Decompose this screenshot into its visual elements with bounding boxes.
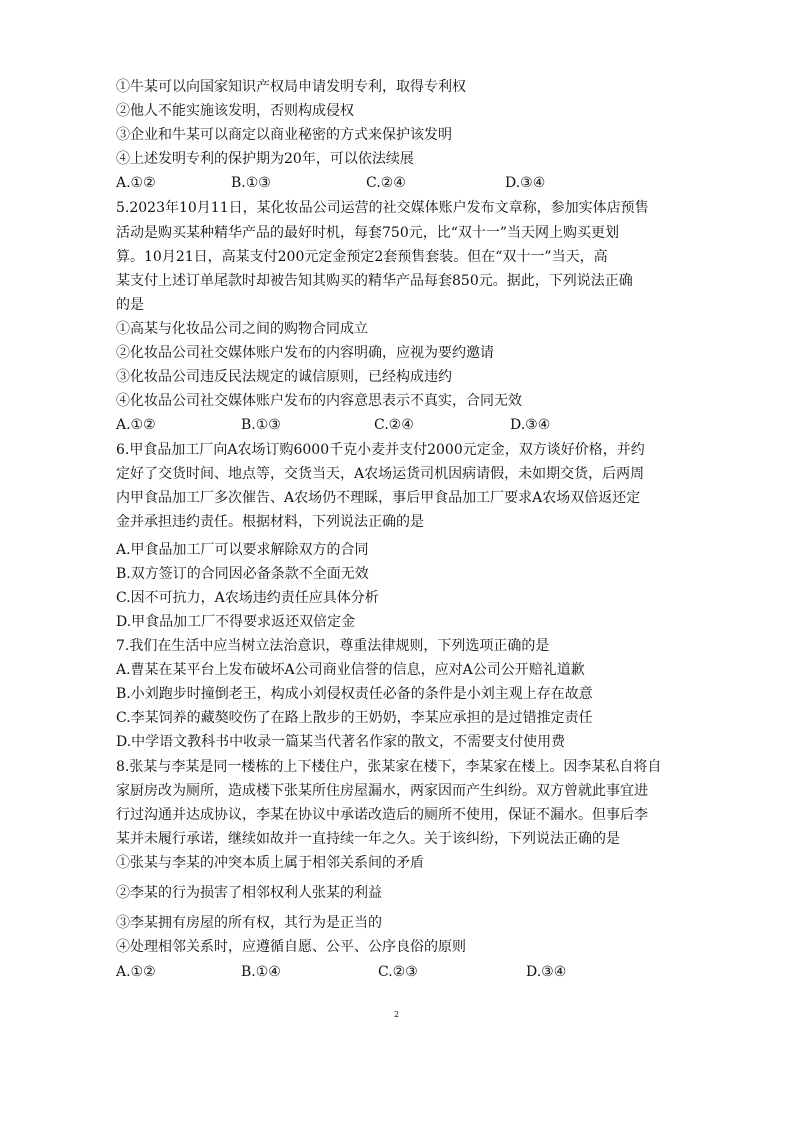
q4-statement-3: ③企业和牛某可以商定以商业秘密的方式来保护该发明: [116, 127, 452, 143]
q5-option-a: A.①②: [116, 417, 156, 433]
q7-choice-c: C.李某饲养的藏獒咬伤了在路上散步的王奶奶，李某应承担的是过错推定责任: [116, 710, 593, 726]
q5-stem-line-3: 算。10月21日，高某支付200元定金预定2套预售套装。但在“双十一”当天，高: [116, 249, 608, 265]
q5-option-b: B.①③: [241, 417, 281, 433]
q4-option-b: B.①③: [231, 175, 271, 191]
q5-statement-3: ③化妆品公司违反民法规定的诚信原则，已经构成违约: [116, 369, 452, 385]
q5-option-c: C.②④: [374, 417, 414, 433]
page-number: 2: [393, 1010, 400, 1019]
q8-option-a: A.①②: [116, 964, 156, 980]
q7-choice-d: D.中学语文教科书中收录一篇某当代著名作家的散文，不需要支付使用费: [116, 734, 566, 750]
q4-statement-2: ②他人不能实施该发明，否则构成侵权: [116, 103, 354, 119]
q8-stem-line-1: 8.张某与李某是同一楼栋的上下楼住户，张某家在楼下，李某家在楼上。因李某私自将自: [116, 759, 662, 775]
q5-stem-line-4: 某支付上述订单尾款时却被告知其购买的精华产品每套850元。据此，下列说法正确: [116, 273, 633, 289]
q5-statement-4: ④化妆品公司社交媒体账户发布的内容意思表示不真实，合同无效: [116, 393, 522, 409]
q8-statement-1: ①张某与李某的冲突本质上属于相邻关系间的矛盾: [116, 855, 424, 871]
q8-stem-line-4: 某并未履行承诺，继续如故并一直持续一年之久。关于该纠纷，下列说法正确的是: [116, 831, 620, 847]
q6-choice-d: D.甲食品加工厂不得要求返还双倍定金: [116, 614, 356, 630]
q5-stem-line-2: 活动是购买某种精华产品的最好时机，每套750元，比“双十一”当天网上购买更划: [116, 225, 620, 241]
q6-stem-line-3: 内甲食品加工厂多次催告、A农场仍不理睬，事后甲食品加工厂要求A农场双倍返还定: [116, 490, 641, 506]
q4-option-d: D.③④: [505, 175, 546, 191]
q8-option-b: B.①④: [241, 964, 281, 980]
q8-stem-line-3: 行过沟通并达成协议，李某在协议中承诺改造后的厕所不使用，保证不漏水。但事后李: [116, 807, 648, 823]
q7-stem-line-1: 7.我们在生活中应当树立法治意识，尊重法律规则，下列选项正确的是: [116, 638, 550, 654]
q8-statement-2: ②李某的行为损害了相邻权利人张某的利益: [116, 885, 382, 901]
q5-statement-2: ②化妆品公司社交媒体账户发布的内容明确，应视为要约邀请: [116, 345, 494, 361]
q6-stem-line-1: 6.甲食品加工厂向A农场订购6000千克小麦并支付2000元定金，双方谈好价格，并约: [116, 442, 645, 458]
q6-stem-line-4: 金并承担违约责任。根据材料，下列说法正确的是: [116, 514, 424, 530]
q6-choice-a: A.甲食品加工厂可以要求解除双方的合同: [116, 542, 369, 558]
q5-option-d: D.③④: [510, 417, 551, 433]
q5-stem-line-5: 的是: [116, 297, 144, 313]
q7-choice-b: B.小刘跑步时撞倒老王，构成小刘侵权责任必备的条件是小刘主观上存在故意: [116, 686, 593, 702]
q8-option-d: D.③④: [526, 964, 567, 980]
q6-choice-c: C.因不可抗力，A农场违约责任应具体分析: [116, 590, 379, 606]
q6-choice-b: B.双方签订的合同因必备条款不全面无效: [116, 566, 369, 582]
q8-statement-3: ③李某拥有房屋的所有权，其行为是正当的: [116, 915, 382, 931]
q8-option-c: C.②③: [378, 964, 418, 980]
q4-statement-1: ①牛某可以向国家知识产权局申请发明专利，取得专利权: [116, 79, 466, 95]
q8-statement-4: ④处理相邻关系时，应遵循自愿、公平、公序良俗的原则: [116, 939, 466, 955]
q4-option-a: A.①②: [116, 175, 156, 191]
q4-option-c: C.②④: [366, 175, 406, 191]
q6-stem-line-2: 定好了交货时间、地点等，交货当天，A农场运货司机因病请假，未如期交货，后两周: [116, 466, 645, 482]
q4-statement-4: ④上述发明专利的保护期为20年，可以依法续展: [116, 151, 414, 167]
q8-stem-line-2: 家厨房改为厕所，造成楼下张某所住房屋漏水，两家因而产生纠纷。双方曾就此事宜进: [116, 783, 648, 799]
q7-choice-a: A.曹某在某平台上发布破坏A公司商业信誉的信息，应对A公司公开赔礼道歉: [116, 662, 585, 678]
q5-statement-1: ①高某与化妆品公司之间的购物合同成立: [116, 321, 368, 337]
q5-stem-line-1: 5.2023年10月11日，某化妆品公司运营的社交媒体账户发布文章称，参加实体店预售: [116, 200, 649, 216]
